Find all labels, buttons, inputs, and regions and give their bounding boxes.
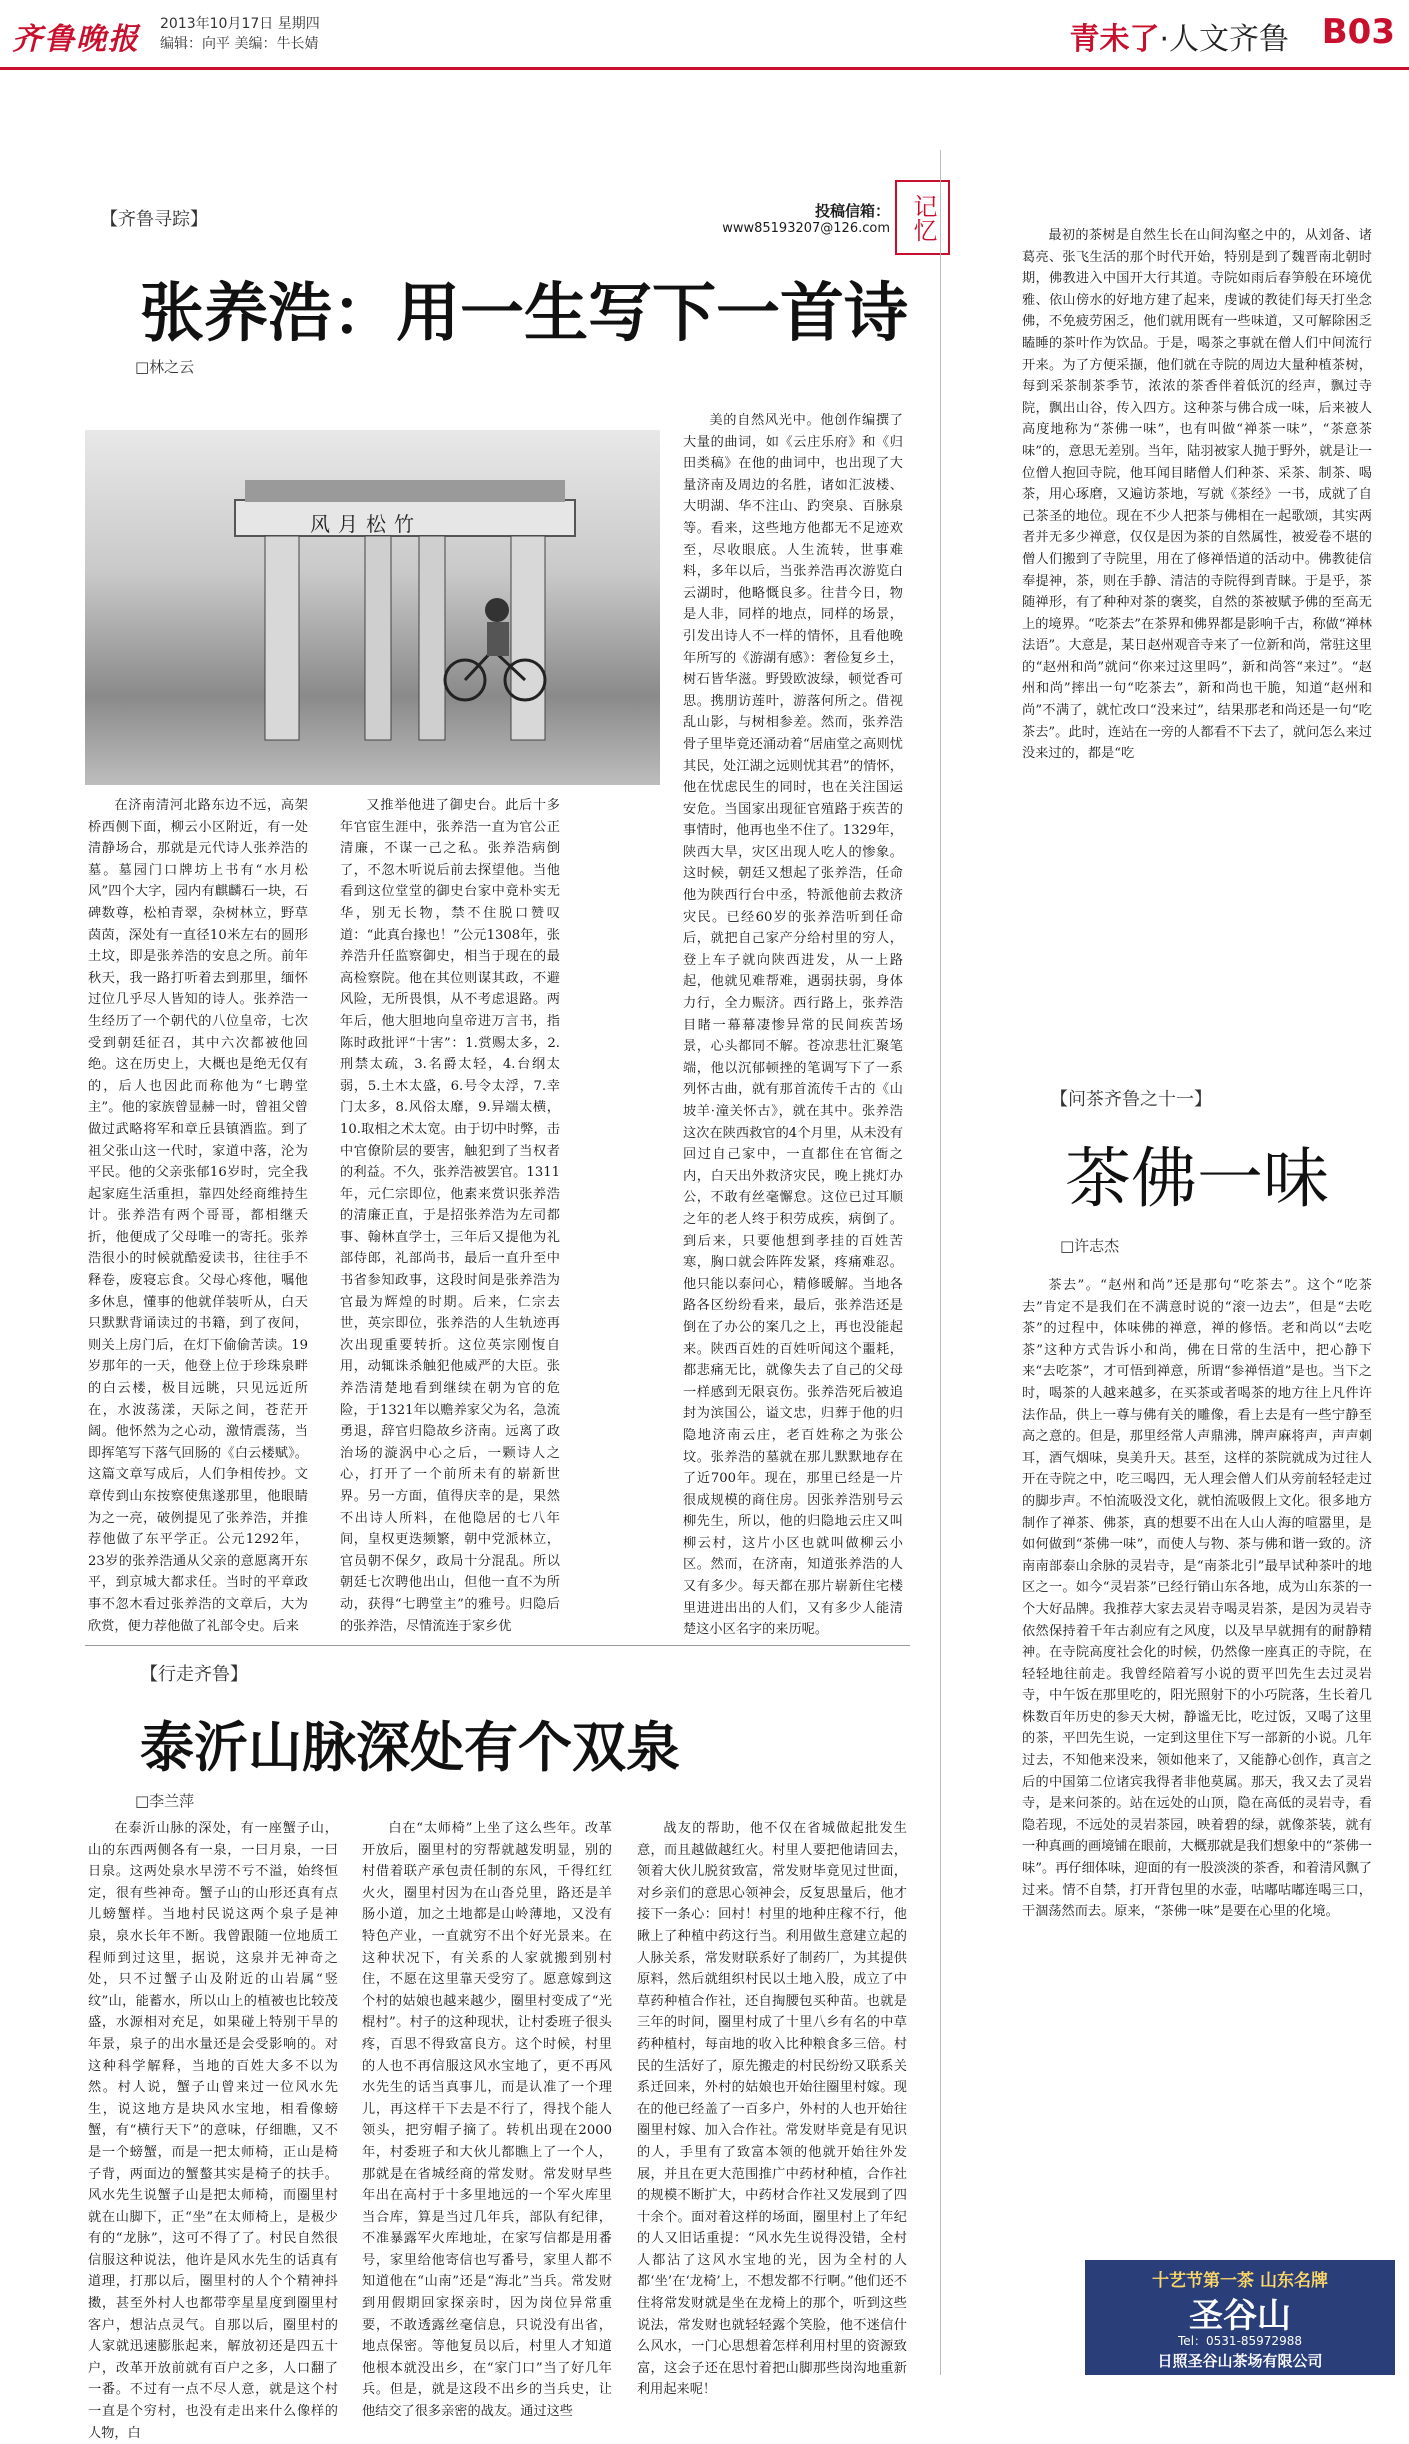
article1-column-1: 在济南清河北路东边不远，高架桥西侧下面，柳云小区附近，有一处清静场合，那就是元代诗人张养浩的墓。墓园门口牌坊上书有“水月松风”四个大字，园内有麒麟石一块，石碑数尊，松柏青翠，杂树林立，野草茵茵，深处有一直径10米左右的圆形土坟，即是张养浩的安息之所。前年秋天，我一路打听着去到那里，缅怀过位几乎尽人皆知的诗人。张养浩一生经历了一个朝代的八位皇帝，七次受到朝廷征召，其中六次都被他回绝。这在历史上，大概也是绝无仅有的，后人也因此而称他为“七聘堂主”。他的家族曾显赫一时，曾祖父曾做过武略将军和章丘县镇酒监。到了祖父张山这一代时，家道中落，沦为平民。他的父亲张郁16岁时，完全我起家庭生活重担，靠四处经商维持生计。张养浩有两个哥哥，都相继夭折，他便成了父母唯一的寄托。张养浩很小的时候就酷爱读书，往往手不释卷，废寝忘食。父母心疼他，嘱他多休息，懂事的他就佯装听从，白天只默默背诵读过的书籍，到了夜间，则关上房门后，在灯下偷偷苦读。19岁那年的一天，他登上位于珍珠泉畔的白云楼，极目远眺，只见远近所在，水波荡漾，天际之间，苍茫开阔。他怀然为之心动，激情震荡，当即挥笔写下落气回肠的《白云楼赋》。这篇文章写成后，人们争相传抄。文章传到山东按察使焦遂那里，他眼睛为之一亮，破例提见了张养浩，并推荐他做了东平学正。公元1292年，23岁的张养浩通从父亲的意愿离开东平，到京城大都求任。当时的平章政事不忽木看过张养浩的文章后，大为欣赏，便力荐他做了礼部令史。后来 — [88, 798, 308, 1634]
newspaper-logo: 齐鲁晚报 — [12, 22, 140, 57]
section-title — [1069, 14, 1289, 58]
issue-meta — [160, 14, 320, 54]
memorial-archway-illustration — [235, 460, 575, 740]
masthead — [0, 0, 1409, 70]
article3-byline: □许志杰 — [1060, 1237, 1120, 1255]
article2-byline: □李兰萍 — [135, 1792, 195, 1810]
article2-title: 泰沂山脉深处有个双泉 — [140, 1716, 680, 1779]
article3-title: 茶佛一味 — [1065, 1140, 1329, 1217]
section-main: 青未了 — [1069, 22, 1160, 57]
memory-seal: 记忆 — [895, 180, 950, 255]
article2-column-3: 战友的帮助，他不仅在省城做起批发生意，而且越做越红火。村里人要把他请回去，领着大伙儿脱贫致富，常发财毕竟见过世面，对乡亲们的意思心领神会，反复思量后，他才接下一条心：回村！村里的地种庄稼不行，他瞅上了种植中药这行当。利用做生意建立起的人脉关系，常发财联系好了制药厂，为其提供原料，然后就组织村民以土地入股，成立了中草药种植合作社，还自掏腰包买种苗。也就是三年的时间，圈里村成了十里八乡有名的中草药种植村，每亩地的收入比种粮食多三倍。村民的生活好了，原先搬走的村民纷纷又联系关系迁回来，外村的姑娘也开始往圈里村嫁。现在的他已经盖了一百多户，外村的人也开始往圈里村嫁、加入合作社。常发财毕竟是有见识的人，手里有了致富本领的他就开始往外发展，并且在更大范围推广中药材种植，合作社的规模不断扩大，中药材合作社又发展到了四十余个。面对着这样的场面，圈里村上了年纪的人又旧话重提：“风水先生说得没错，全村人都沾了这风水宝地的光，因为全村的人都‘坐’在‘龙椅’上，不想发都不行啊。”他们还不住将常发财就是坐在龙椅上的那个，听到这些说法，常发财也就轻轻露个笑脸，他不迷信什么风水，一门心思想着怎样利用村里的资源致富，这会子还在思忖着把山脚那些岗沟地重新利用起来呢！ — [637, 1821, 907, 2398]
issue-editors: 编辑：向平 美编：牛长婧 — [160, 36, 319, 52]
article3-column-bottom: 茶去”。“赵州和尚”还是那句“吃茶去”。这个“吃茶去”肯定不是我们在不满意时说的“滚一边去”，但是“去吃茶”的过程中，体味佛的禅意，禅的修悟。老和尚以“去吃茶”这种方式告诉小和尚，佛在日常的生活中，把心静下来“去吃茶”，才可悟到禅意，所谓“参禅悟道”是也。当下之时，喝茶的人越来越多，在买茶或者喝茶的地方往上凡件许法作品，供上一尊与佛有关的雕像，看上去是有一些宁静至高之意的。但是，那里经常人声鼎沸，牌声麻将声，声声刺耳，酒气烟味，臭美升天。甚至，这样的茶院就成为过往人开在寺院之中，吃三喝四，无人理会僧人们从旁前轻轻走过的脚步声。不怕流吸没文化，就怕流吸假上文化。很多地方制作了禅茶、佛茶，真的想要不出在人山人海的喧嚣里，是如何做到“茶佛一味”，而使人与物、茶与佛和谐一致的。济南南部泰山余脉的灵岩寺，是“南茶北引”最早试种茶叶的地区之一。如今“灵岩茶”已经行销山东各地，成为山东茶的一个大好品牌。我推荐大家去灵岩寺喝灵岩茶，是因为灵岩寺依然保持着千年古刹应有之风度，以及早早就拥有的耐静精神。在寺院高度社会化的时候，仍然像一座真正的寺院，在轻轻地往前走。我曾经陪着写小说的贾平凹先生去过灵岩寺，中午饭在那里吃的，阳光照射下的小巧院落，生长着几株数百年历史的参天大树，静谧无比，吃过饭，又喝了这里的茶，平凹先生说，一定到这里住下写一部新的小说。几年过去，不知他来没来，领如他来了，又能静心创作，真言之后的中国第二位诸宾我得者非他莫属。那天，我又去了灵岩寺，是来问茶的。站在远处的山顶，隐在高低的灵岩寺，看隐若现，不远处的灵岩茶园，映着碧的绿，就像茶装，就有一种真画的画境铺在眼前，大概那就是我们想象中的“茶佛一味”。再仔细体味，迎面的有一股淡淡的茶香，和着清风飘了过来。情不自禁，打开背包里的水壶，咕嘟咕嘟连喝三口，干涸荡然而去。原来，“茶佛一味”是要在心里的化境。 — [1022, 1278, 1372, 1920]
article2-tag: 【行走齐鲁】 — [140, 1664, 248, 1685]
section-sub: ·人文齐鲁 — [1159, 22, 1289, 57]
ad-tel: Tel：0531-85972988 — [1178, 2334, 1302, 2348]
ad-company: 日照圣谷山茶场有限公司 — [1157, 2352, 1323, 2370]
article1-tag: 【齐鲁寻踪】 — [100, 209, 208, 230]
submission-box — [700, 200, 890, 236]
article1-column-3: 美的自然风光中。他创作编撰了大量的曲词，如《云庄乐府》和《归田类稿》在他的曲词中，也出现了大量济南及周边的名胜，诸如汇波楼、大明湖、华不注山、趵突泉、百脉泉等。看来，这些地方他都无不足迹欢至，尽收眼底。人生流转，世事难料，多年以后，当张养浩再次游览白云湖时，他略慨良多。往昔今日，物是人非，同样的地点，同样的场景，引发出诗人不一样的情怀，且看他晚年所写的《游湖有感》：奢俭复乡土，树石皆华滋。野毁欧波绿，顿觉香可思。携朋访莲叶，游落何所之。借视乱山影，与树相参差。然而，张养浩骨子里毕竟还涌动着“居庙堂之高则忧其民，处江湖之远则忧其君”的情怀，他在忧虑民生的同时，也在关注国运安危。当国家出现征官殖路于疾苦的事情时，他再也坐不住了。1329年，陕西大旱，灾区出现人吃人的惨象。这时候，朝廷又想起了张养浩，任命他为陕西行台中丞，特派他前去救济灾民。已经60岁的张养浩听到任命后，就把自己家产分给村里的穷人，登上车子就向陕西进发，从一上路起，他就见难帮难，遇弱扶弱，身体力行，全力赈济。西行路上，张养浩目睹一幕幕凄惨异常的民间疾苦场景，心头都同不解。苍凉悲壮汇聚笔端，他以沉郁顿挫的笔调写下了一系列怀古曲，就有那首流传千古的《山坡羊·潼关怀古》，就在其中。张养浩这次在陕西救官的4个月里，从未没有回过自己家中，一直都住在官衙之内，白天出外救济灾民，晚上挑灯办公，不敢有丝毫懈怠。这位已过耳顺之年的老人终于积劳成疾，病倒了。到后来，只要他想到孝挂的百姓苦寒，胸口就会阵阵发紧，疼痛难忍。他只能以泰问心，精修暖解。当地各路各区纷纷看来，最后，张养浩还是倒在了办公的案几之上，再也没能起来。陕西百姓的百姓听闻这个噩耗，都悲痛无比，就像失去了自己的父母一样感到无限哀伤。张养浩死后被追封为滨国公，谥文忠，归葬于他的归隐地济南云庄，老百姓称之为张公坟。张养浩的墓就在那儿默默地存在了近700年。现在，那里已经是一片很成规模的商住房。因张养浩别号云柳先生，所以，他的归隐地云庄又叫柳云村，这片小区也就叫做柳云小区。然而，在济南，知道张养浩的人又有多少。每天都在那片崭新住宅楼里进进出出的人们，又有多少人能清楚这小区名字的来历呢。 — [683, 413, 903, 1638]
issue-date: 2013年10月17日 星期四 — [160, 16, 320, 32]
tea-advertisement — [1085, 2260, 1395, 2375]
article3-column-top: 最初的茶树是自然生长在山间沟壑之中的，从刘备、诸葛亮、张飞生活的那个时代开始，特别是到了魏晋南北朝时期，佛教进入中国开大行其道。寺院如雨后春笋般在环境优雅、依山傍水的好地方建了起来，虔诚的教徒们每天打坐念佛，不免疲劳困乏，他们就用既有一些味道，又可解除困乏瞌睡的茶叶作为饮品。于是，喝茶之事就在僧人们中间流行开来。为了方便采撷，他们就在寺院的周边大量种植茶树，每到采茶制茶季节，浓浓的茶香伴着低沉的经声，飘过寺院，飘出山谷，传入四方。这种茶与佛合成一味，后来被人高度地称为“茶佛一味”，也有叫做“禅茶一味”，“茶意茶味”的，意思无差别。当年，陆羽被家人抛于野外，就是让一位僧人抱回寺院，他耳闻目睹僧人们种茶、采茶、制茶、喝茶，用心琢磨，又遍访茶地，写就《茶经》一书，成就了自己茶圣的地位。现在不少人把茶与佛相在一起歌颂，其实两者并无多少禅意，仅仅是因为茶的自然属性，被爱卷不堪的僧人们搬到了寺院里，用在了修禅悟道的活动中。佛教徒信奉提神，茶，则在手静、清洁的寺院得到青睐。于是乎，茶随禅形，有了种种对茶的褒奖，自然的茶被赋予佛的至高无上的境界。“吃茶去”在茶界和佛界都是影响千古，称做“禅林法语”。大意是，某日赵州观音寺来了一位新和尚，常驻这里的“赵州和尚”就问“你来过这里吗”，新和尚答“来过”。“赵州和尚”摔出一句“吃茶去”，新和尚也干脆，知道“赵州和尚”不满了，就忙改口“没来过”，结果那老和尚还是一句“吃茶去”。此时，连站在一旁的人都看不下去了，就问怎么来过没来过的，都是“吃 — [1022, 228, 1372, 762]
submission-label: 投稿信箱： — [814, 202, 890, 220]
article1-title: 张养浩：用一生写下一首诗 — [140, 277, 908, 351]
ad-slogan: 十艺节第一茶 山东名牌 — [1152, 2271, 1328, 2291]
column-divider — [940, 150, 941, 2375]
article2-column-2: 白在“太师椅”上坐了这么些年。改革开放后，圈里村的穷帮就越发明显，别的村借着联产承包责任制的东风，千得红红火火，圈里村因为在山沓兑里，路还是羊肠小道，加之土地都是山岭薄地，又没有特色产业，一直就穷不出个好光景来。在这种状况下，有关系的人家就搬到别村住，不愿在这里靠天受穷了。愿意嫁到这个村的姑娘也越来越少，圈里村变成了“光棍村”。村子的这种现状，让村委班子很头疼，百思不得致富良方。这个时候，村里的人也不再信服这风水宝地了，更不再风水先生的话当真事儿，而是认准了一个理儿，再这样干下去是不行了，得找个能人领头，把穷帽子摘了。转机出现在2000年，村委班子和大伙儿都瞧上了一个人，那就是在省城经商的常发财。常发财早些年出在高村于十多里地远的一个军火库里当合库，算是当过几年兵，部队有纪律，不准暴露军火库地址，在家写信都是用番号，家里给他寄信也写番号，家里人都不知道他在“山南”还是“海北”当兵。常发财到用假期回家探亲时，因为岗位异常重要，不敢透露丝毫信息，只说没有出省，地点保密。等他复员以后，村里人才知道他根本就没出乡，在“家门口”当了好几年兵。但是，就是这段不出乡的当兵史，让他结交了很多亲密的战友。通过这些 — [362, 1821, 612, 2420]
submission-email: www85193207@126.com — [722, 221, 890, 236]
gate-plaque-text: 风月松竹 — [310, 512, 422, 536]
section-divider — [85, 1645, 910, 1646]
article1-column-2: 又推举他进了御史台。此后十多年官宦生涯中，张养浩一直为官公正清廉，不谋一己之私。张养浩病倒了，不忽木听说后前去探望他。当他看到这位堂堂的御史台家中竟朴实无华，别无长物，禁不住脱口赞叹道：“此真台掾也！”公元1308年，张养浩升任监察御史，相当于现在的最高检察院。他在其位则谋其政，不避风险，无所畏惧，从不考虑退路。两年后，他大胆地向皇帝进万言书，指陈时政批评“十害”：1.赏赐太多，2.刑禁太疏，3.名爵太轻，4.台纲太弱，5.土木太盛，6.号令太浮，7.幸门太多，8.风俗太靡，9.异端太横，10.取相之术太宽。由于切中时弊，击中官僚阶层的要害，触犯到了当权者的利益。不久，张养浩被罢官。1311年，元仁宗即位，他素来赏识张养浩的清廉正直，于是招张养浩为左司都事、翰林直学士，三年后又提他为礼部侍郎，礼部尚书，最后一直升至中书省参知政事，这段时间是张养浩为官最为辉煌的时期。后来，仁宗去世，英宗即位，张养浩的人生轨迹再次出现重要转折。这位英宗刚愎自用，动辄诛杀触犯他威严的大臣。张养浩清楚地看到继续在朝为官的危险，于1321年以赡养家父为名，急流勇退，辞官归隐故乡济南。远离了政治场的漩涡中心之后，一颗诗人之心，打开了一个前所未有的崭新世界。另一方面，值得庆幸的是，果然不出诗人所料，在他隐居的七八年间，皇权更迭频繁，朝中党派林立，官员朝不保夕，政局十分混乱。所以朝廷七次聘他出山，但他一直不为所动，获得“七聘堂主”的雅号。归隐后的张养浩，尽情流连于家乡优 — [340, 798, 560, 1634]
article1-byline: □林之云 — [135, 358, 195, 376]
tomb-gate-photo — [85, 430, 660, 785]
ad-brand: 圣谷山 — [1189, 2296, 1291, 2336]
article2-column-1: 在泰沂山脉的深处，有一座蟹子山，山的东西两侧各有一泉，一曰月泉，一曰日泉。这两处泉水早涝不亏不溢，始终恒定，很有些神奇。蟹子山的山形还真有点儿螃蟹样。当地村民说这两个泉子是神泉，泉水长年不断。我曾跟随一位地质工程师到过这里，据说，这泉并无神奇之处，只不过蟹子山及附近的山岩属“竖纹”山，能蓄水，所以山上的植被也比较茂盛，水源相对充足，如果碰上特别干旱的年景，泉子的出水量还是会受影响的。对这种科学解释，当地的百姓大多不以为然。村人说，蟹子山曾来过一位风水先生，说这地方是块风水宝地，相看像螃蟹，有“横行天下”的意味，仔细瞧，又不是一个螃蟹，而是一把太师椅，正山是椅子背，两面边的蟹螯其实是椅子的扶手。风水先生说蟹子山是把太师椅，而圈里村就在山脚下，正“坐”在太师椅上，是极少有的“龙脉”，这可不得了了。村民自然很信服这种说法，他许是风水先生的话真有道理，打那以后，圈里村的人个个精神抖擞，甚至外村人也都带孪星星度到圈里村客户，想沾点灵气。自那以后，圈里村的人家就迅速膨胀起来，解放初还是四五十户，改革开放前就有百户之多，人口翻了一番。不过有一点不尽人意，就是这个村一直是个穷村，也没有走出来什么像样的人物，白 — [88, 1821, 338, 2441]
article3-tag: 【问茶齐鲁之十一】 — [1050, 1089, 1212, 1110]
page-number: B03 — [1321, 12, 1395, 52]
